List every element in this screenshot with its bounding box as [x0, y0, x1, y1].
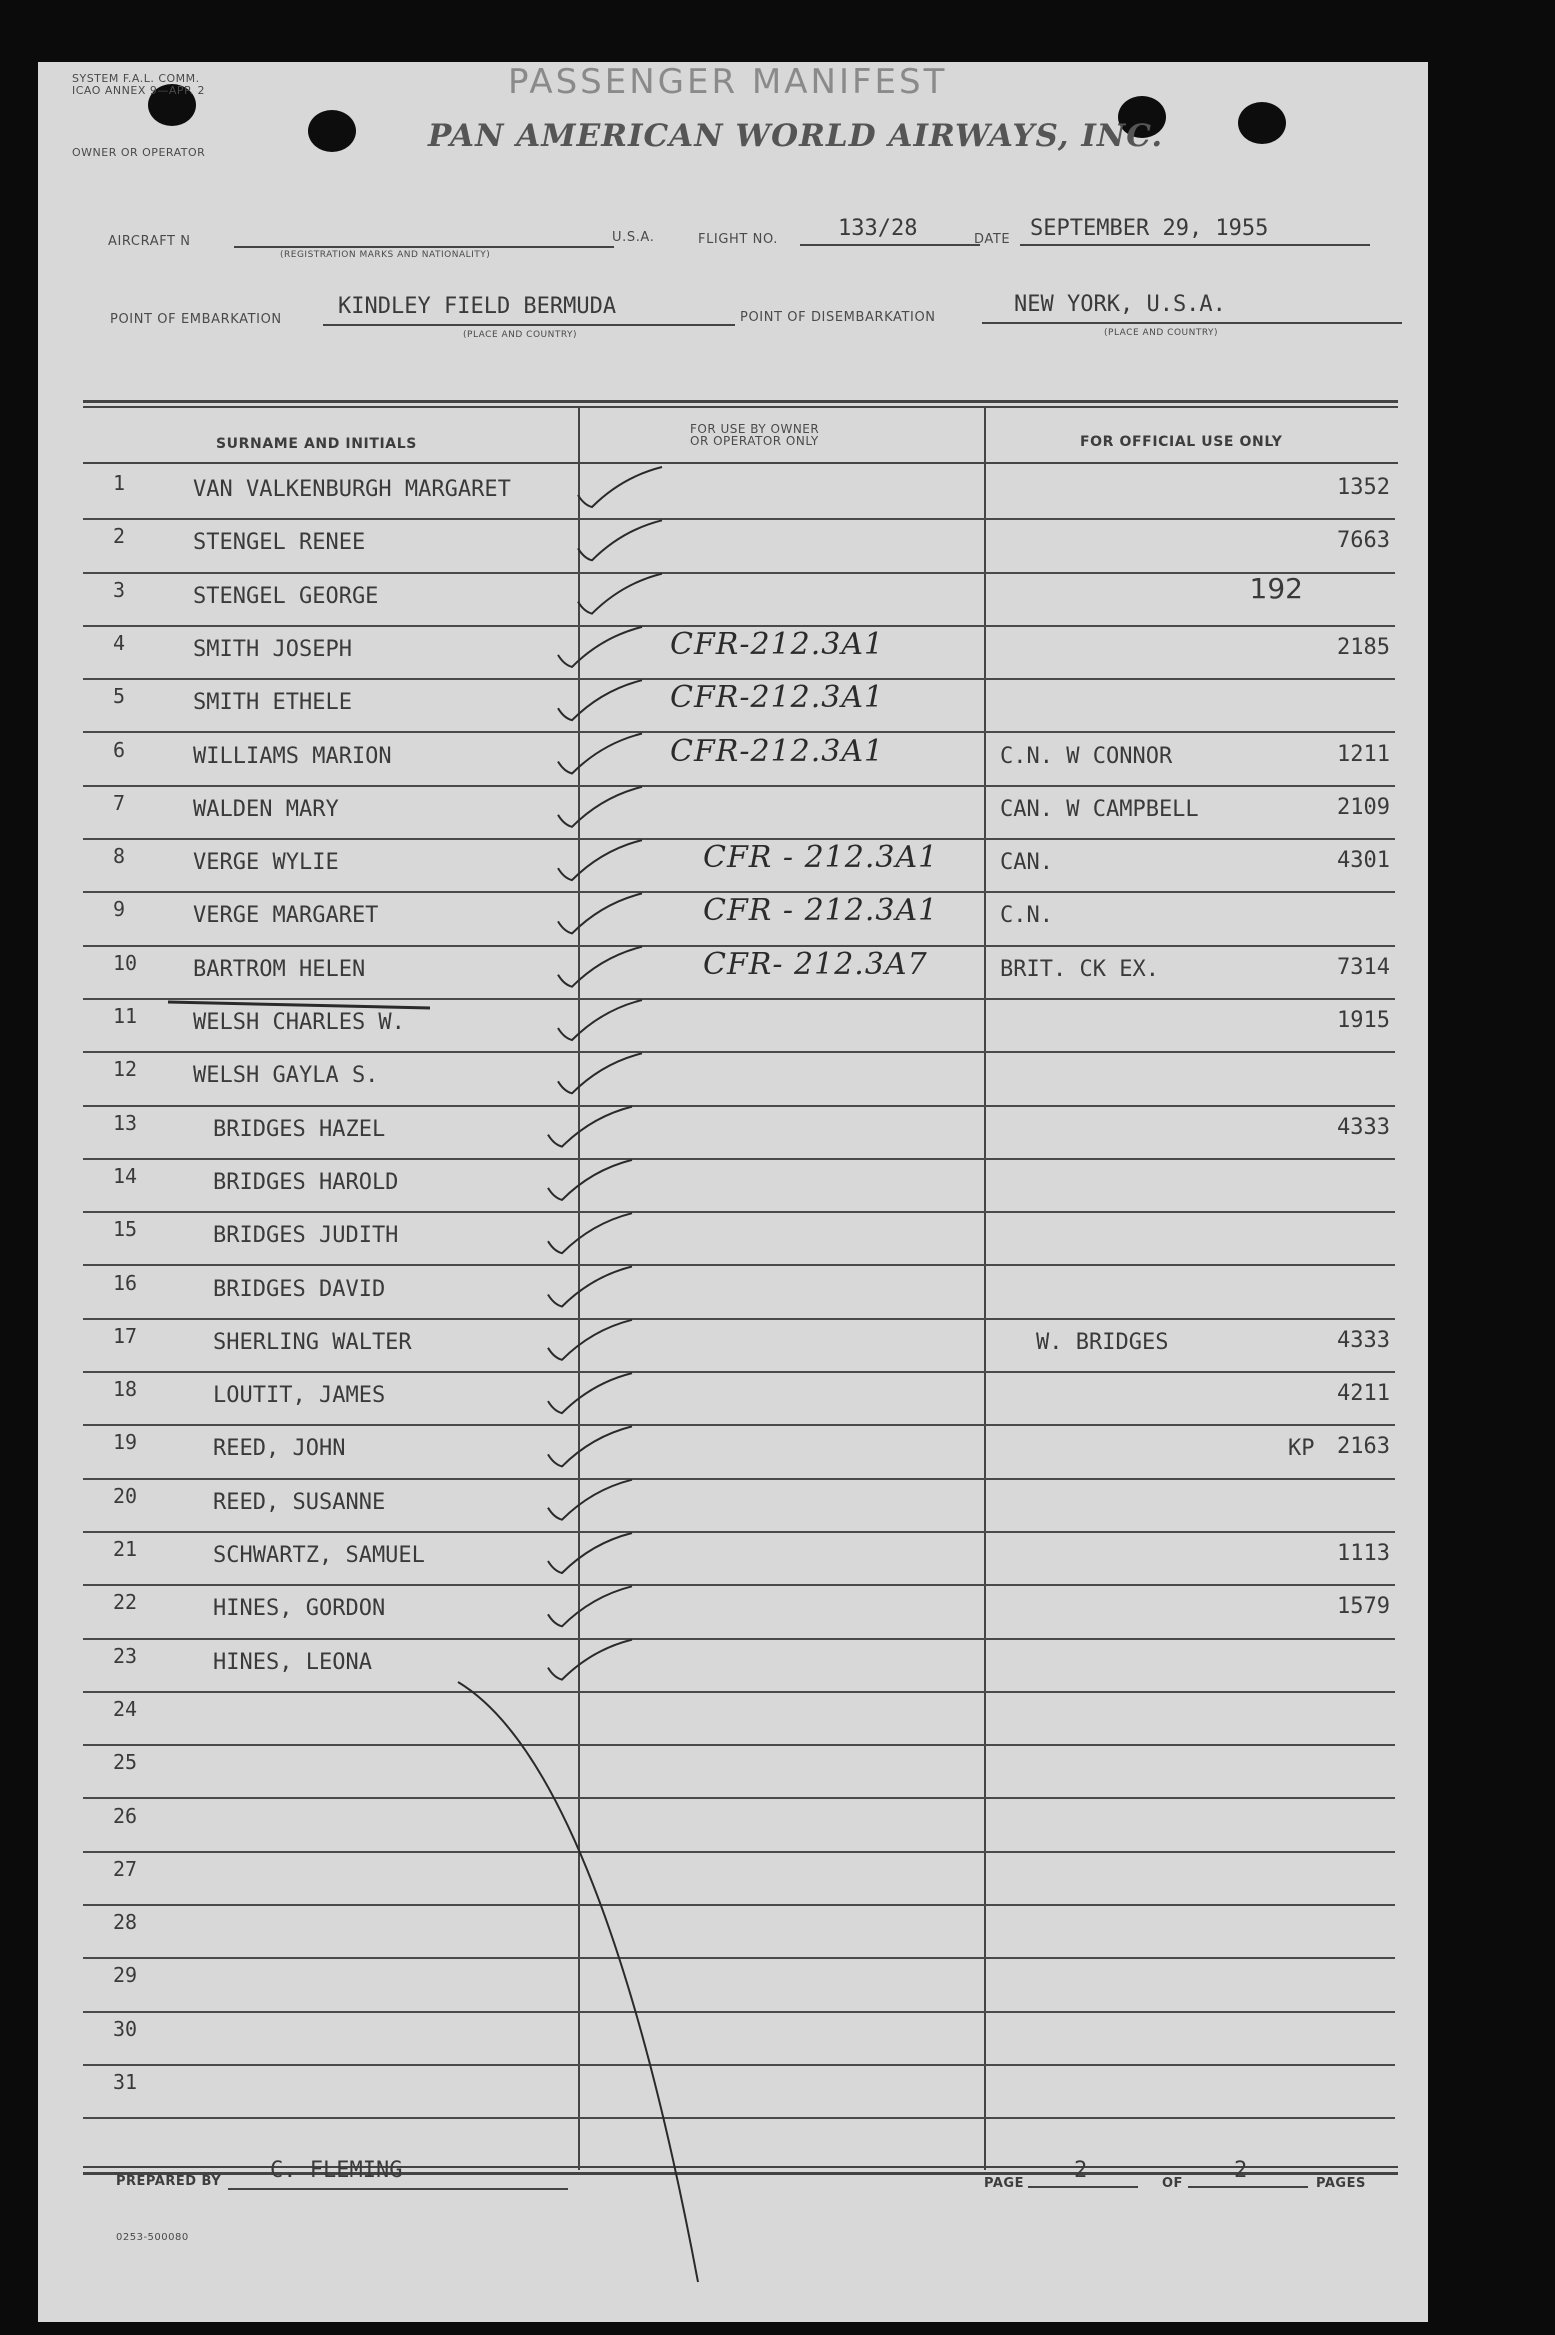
disembark-note: (PLACE AND COUNTRY)	[1104, 328, 1219, 338]
check-mark	[548, 1160, 632, 1200]
row-number: 16	[113, 1270, 138, 1295]
owner-note: CFR - 212.3A1	[703, 893, 939, 929]
passenger-name: WILLIAMS MARION	[193, 743, 392, 769]
passenger-name: WELSH CHARLES W.	[193, 1010, 405, 1035]
official-note: C.N. W CONNOR	[1000, 743, 1173, 769]
check-mark	[578, 520, 662, 560]
row-number: 30	[113, 2016, 138, 2041]
official-code: 7314	[1337, 954, 1390, 980]
row-number: 26	[113, 1803, 138, 1828]
row-number: 28	[113, 1910, 138, 1935]
passenger-name: BRIDGES HAROLD	[213, 1169, 399, 1195]
row-7-strikethrough	[168, 1002, 430, 1008]
official-code: 4333	[1337, 1327, 1390, 1353]
column-owner-2: OR OPERATOR ONLY	[690, 434, 819, 448]
manifest-sheet	[38, 62, 1428, 2322]
check-mark	[558, 1053, 642, 1093]
row-number: 2	[113, 524, 126, 549]
official-note: C.N.	[1000, 903, 1053, 929]
official-code: 1211	[1337, 741, 1390, 767]
row-number: 25	[113, 1750, 138, 1775]
airline-name: PAN AMERICAN WORLD AIRWAYS, INC.	[428, 118, 1164, 154]
passenger-name: HINES, GORDON	[213, 1596, 386, 1622]
usa-label: U.S.A.	[612, 230, 655, 245]
prepared-by: C. FLEMING	[270, 2158, 403, 2183]
row-number: 15	[113, 1217, 138, 1242]
passenger-name: BRIDGES HAZEL	[213, 1116, 386, 1142]
date-label: DATE	[974, 232, 1011, 247]
row-number: 17	[113, 1323, 138, 1348]
check-mark	[558, 627, 642, 667]
row-number: 11	[113, 1004, 138, 1028]
official-note: W. BRIDGES	[1036, 1329, 1169, 1355]
check-mark	[548, 1586, 632, 1626]
row-number: 5	[113, 684, 126, 709]
passenger-name: SMITH ETHELE	[193, 690, 352, 716]
check-mark	[548, 1267, 632, 1307]
prepared-label: PREPARED BY	[116, 2174, 222, 2189]
check-mark	[558, 947, 642, 987]
form-code: SYSTEM F.A.L. COMM.	[72, 72, 200, 85]
column-owner-1: FOR USE BY OWNER	[690, 422, 820, 436]
check-mark	[558, 840, 642, 880]
check-mark	[578, 574, 662, 614]
official-code: 2109	[1337, 794, 1390, 820]
row-number: 1	[113, 471, 126, 495]
row-number: 21	[113, 1537, 138, 1561]
of-label: OF	[1162, 2176, 1183, 2191]
passenger-name: BARTROM HELEN	[193, 956, 366, 982]
check-mark	[558, 1000, 642, 1040]
row-number: 20	[113, 1483, 138, 1508]
passenger-name: BRIDGES JUDITH	[213, 1223, 399, 1249]
row-number: 22	[113, 1590, 138, 1615]
passenger-name: WALDEN MARY	[193, 796, 339, 822]
check-mark	[548, 1533, 632, 1573]
flight-number: 133/28	[838, 216, 918, 241]
aircraft-label: AIRCRAFT N	[108, 234, 191, 249]
official-code: 2185	[1337, 634, 1390, 660]
check-mark	[558, 787, 642, 827]
passenger-name: VERGE MARGARET	[193, 903, 379, 929]
row-number: 24	[113, 1696, 138, 1721]
row-number: 8	[113, 844, 126, 869]
row-number: 7	[113, 790, 126, 815]
handwriting-overlay	[38, 62, 1428, 2322]
official-code: 1915	[1337, 1008, 1390, 1033]
embark-place: KINDLEY FIELD BERMUDA	[338, 294, 617, 319]
embark-label: POINT OF EMBARKATION	[110, 312, 282, 327]
row-number: 12	[113, 1057, 138, 1082]
check-mark	[558, 680, 642, 720]
flight-label: FLIGHT NO.	[698, 232, 779, 247]
row-number: 27	[113, 1856, 138, 1881]
owner-note: CFR - 212.3A1	[703, 840, 939, 876]
passenger-name: REED, JOHN	[213, 1436, 346, 1462]
row-number: 18	[113, 1377, 138, 1402]
passenger-name: REED, SUSANNE	[213, 1489, 386, 1515]
passenger-name: BRIDGES DAVID	[213, 1276, 386, 1302]
row-number: 4	[113, 630, 126, 655]
official-note: BRIT. CK EX.	[1000, 956, 1159, 982]
passenger-name: WELSH GAYLA S.	[193, 1063, 379, 1089]
official-code: 4211	[1337, 1381, 1390, 1407]
row-number: 3	[113, 577, 126, 602]
flight-date: SEPTEMBER 29, 1955	[1030, 216, 1269, 241]
passenger-name: SMITH JOSEPH	[193, 636, 352, 662]
check-mark	[578, 467, 662, 507]
official-note: CAN.	[1000, 850, 1053, 876]
check-mark	[548, 1213, 632, 1253]
row-number: 13	[113, 1110, 138, 1135]
check-mark	[548, 1640, 632, 1680]
page-number: 2	[1074, 2158, 1088, 2183]
passenger-name: STENGEL RENEE	[193, 530, 366, 556]
official-code: 4301	[1337, 848, 1390, 874]
diagonal-strike-line	[458, 1682, 698, 2282]
official-code: 1579	[1337, 1594, 1390, 1620]
owner-note: CFR-212.3A1	[670, 733, 885, 769]
row-number: 31	[113, 2070, 138, 2094]
row-number: 9	[113, 897, 126, 922]
check-mark	[558, 893, 642, 933]
form-number: 0253-500080	[116, 2232, 189, 2243]
row-number: 19	[113, 1430, 138, 1455]
row-number: 6	[113, 737, 126, 762]
page-total: 2	[1234, 2158, 1248, 2183]
official-code: 1113	[1337, 1541, 1390, 1566]
owner-note: CFR-212.3A1	[670, 680, 885, 716]
official-note: CAN. W CAMPBELL	[1000, 796, 1199, 822]
official-code: 2163	[1337, 1434, 1390, 1460]
page-label: PAGE	[984, 2176, 1024, 2191]
disembark-place: NEW YORK, U.S.A.	[1014, 292, 1226, 317]
check-mark	[548, 1426, 632, 1466]
passenger-name: STENGEL GEORGE	[193, 583, 379, 609]
column-official: FOR OFFICIAL USE ONLY	[1080, 434, 1283, 450]
column-surname: SURNAME AND INITIALS	[216, 436, 417, 452]
registration-note: (REGISTRATION MARKS AND NATIONALITY)	[280, 250, 491, 260]
check-mark	[548, 1320, 632, 1360]
check-mark	[548, 1107, 632, 1147]
official-code: 4333	[1337, 1114, 1390, 1140]
embark-note: (PLACE AND COUNTRY)	[463, 330, 578, 340]
check-mark	[558, 734, 642, 774]
passenger-name: HINES, LEONA	[213, 1649, 372, 1675]
passenger-name: VERGE WYLIE	[193, 850, 339, 876]
check-mark	[548, 1480, 632, 1520]
row-number: 23	[113, 1643, 138, 1668]
official-code: 192	[1249, 571, 1303, 605]
row-number: 29	[113, 1963, 138, 1988]
owner-label: OWNER OR OPERATOR	[72, 146, 206, 159]
passenger-name: SCHWARTZ, SAMUEL	[213, 1543, 425, 1568]
row-number: 10	[113, 950, 138, 975]
pages-label: PAGES	[1316, 2176, 1366, 2191]
passenger-name: VAN VALKENBURGH MARGARET	[193, 477, 511, 502]
page-title: PASSENGER MANIFEST	[508, 62, 948, 102]
owner-note: CFR- 212.3A7	[703, 946, 928, 982]
passenger-name: LOUTIT, JAMES	[213, 1383, 386, 1409]
official-code: 7663	[1337, 528, 1390, 554]
row-number: 14	[113, 1163, 138, 1188]
disembark-label: POINT OF DISEMBARKATION	[740, 310, 936, 325]
passenger-name: SHERLING WALTER	[213, 1329, 412, 1355]
official-note: KP	[1288, 1436, 1315, 1462]
owner-note: CFR-212.3A1	[670, 626, 885, 662]
form-code-2: ICAO ANNEX 9—APP. 2	[72, 84, 205, 97]
check-mark	[548, 1373, 632, 1413]
official-code: 1352	[1337, 475, 1390, 500]
